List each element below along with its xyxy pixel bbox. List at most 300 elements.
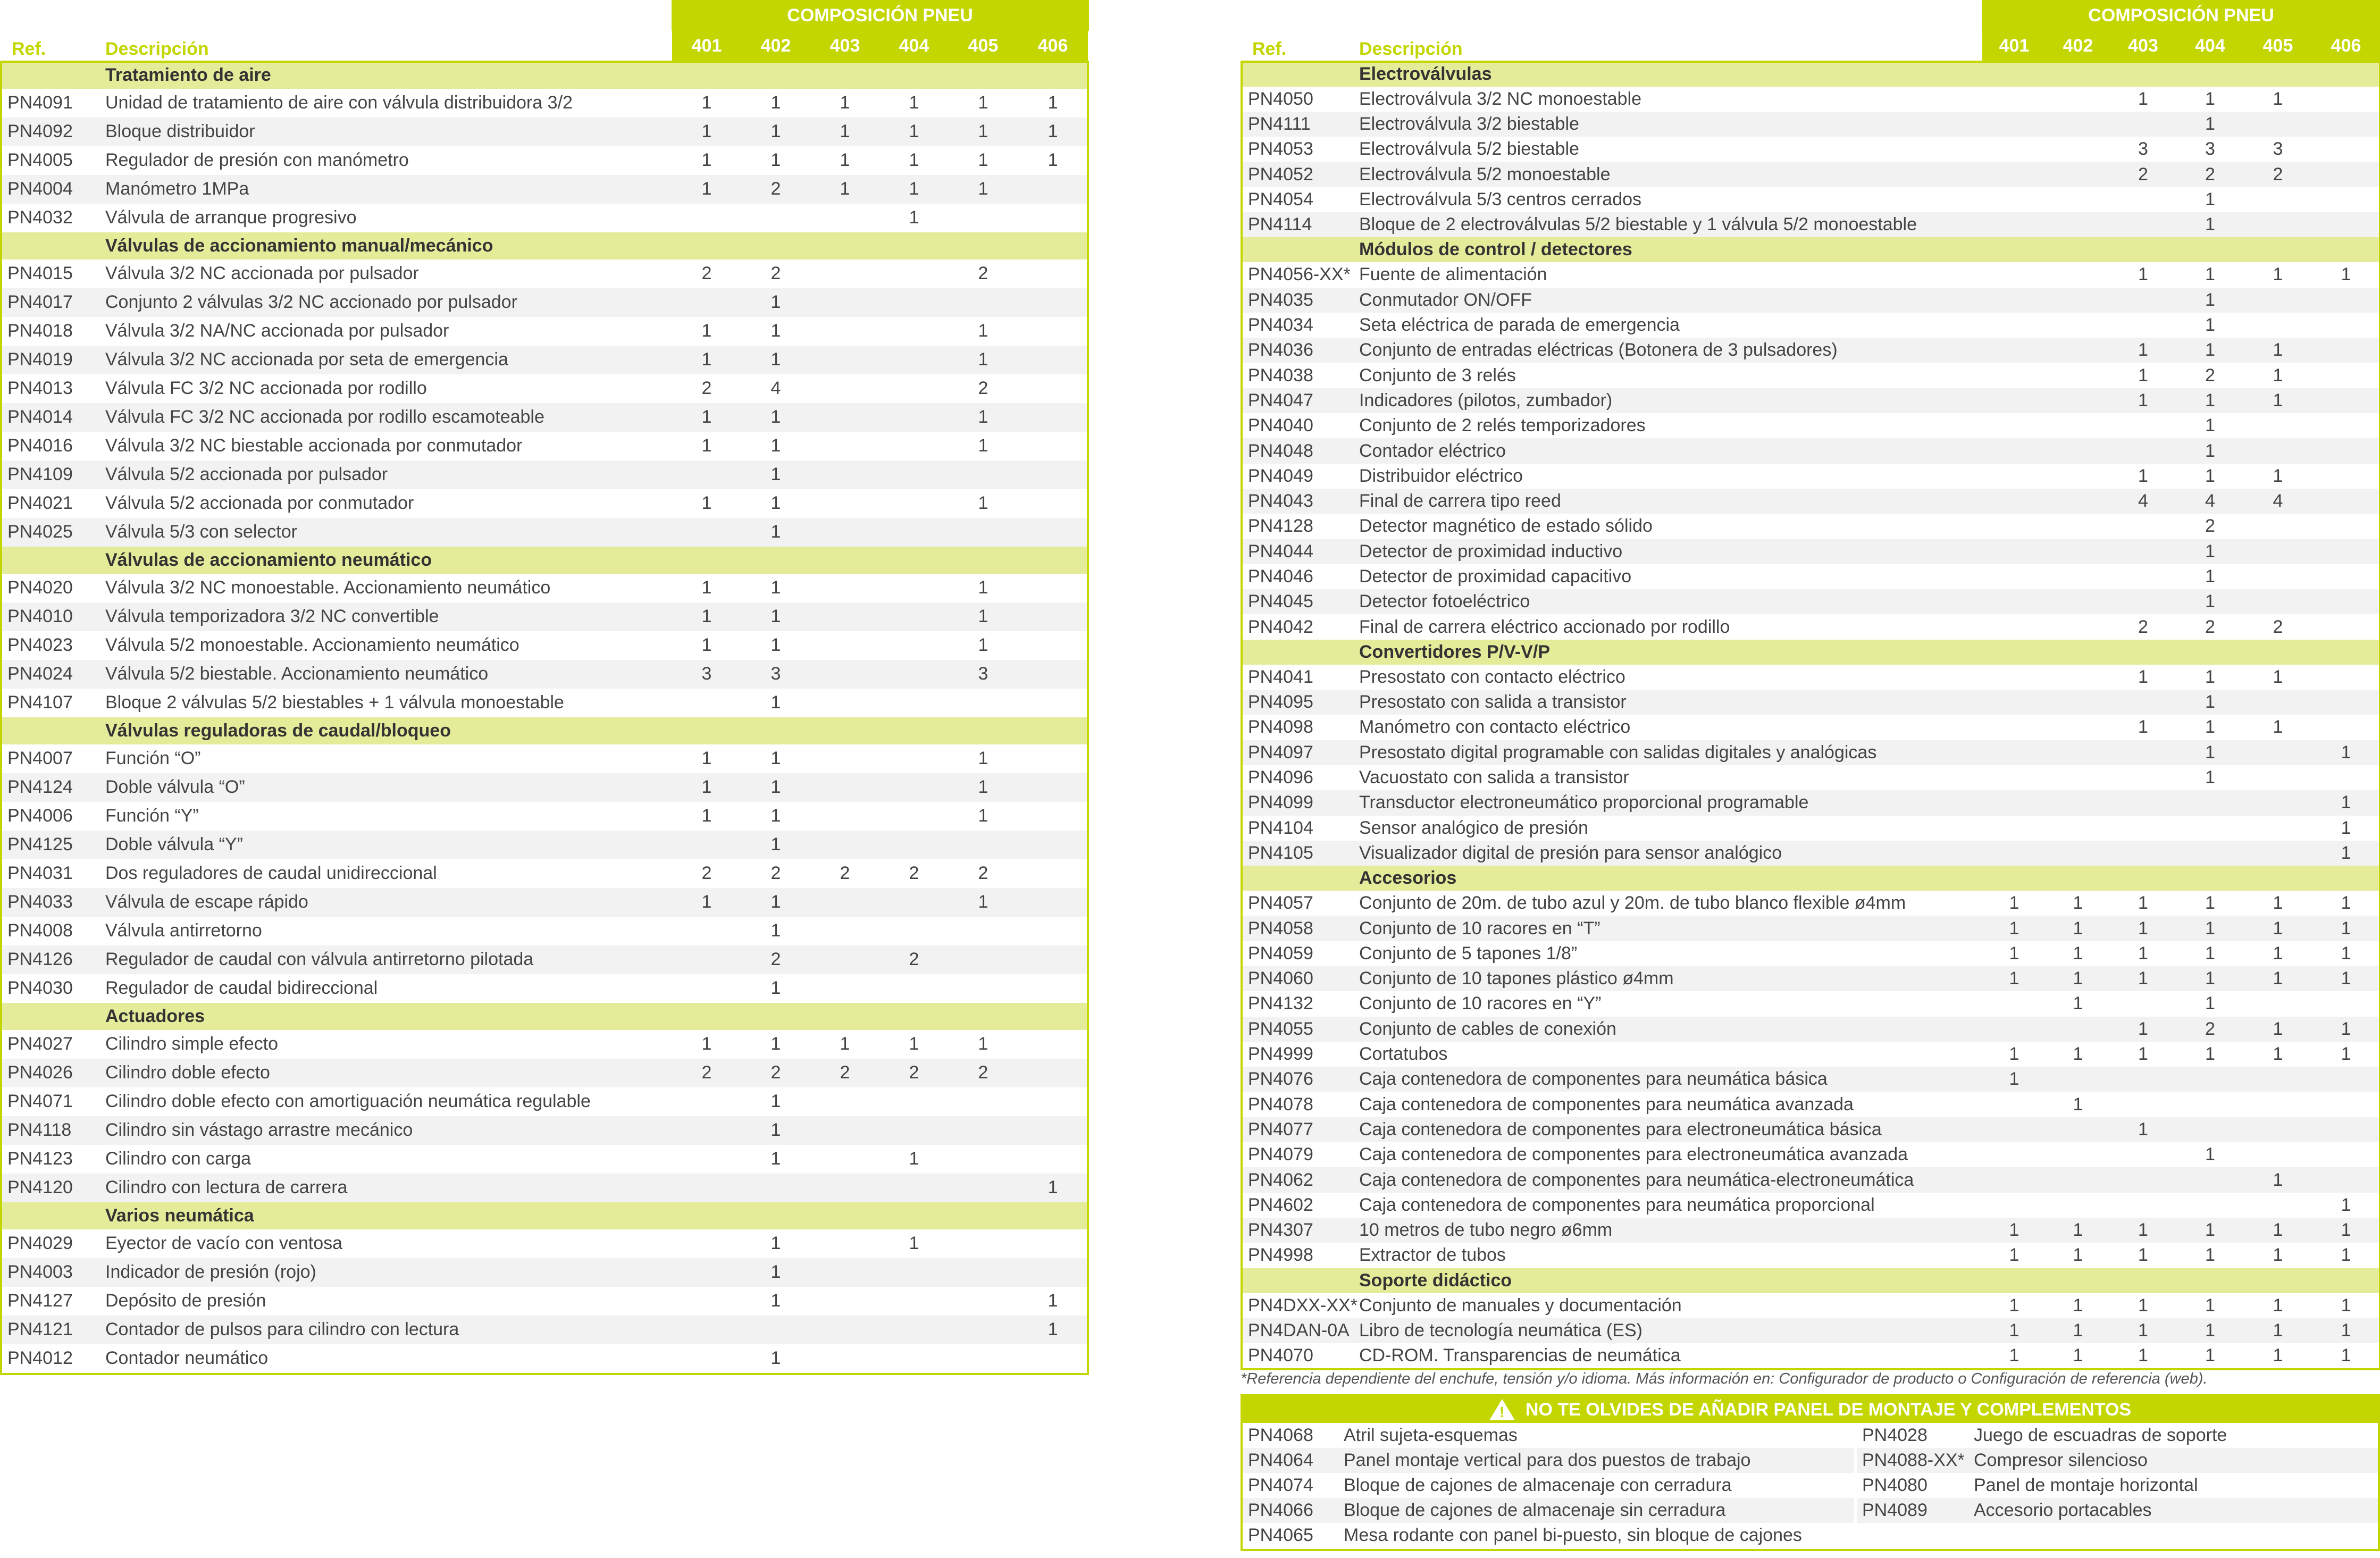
component-ref: PN4062 bbox=[1241, 1167, 1359, 1192]
table-row bbox=[0, 1316, 1088, 1344]
complement-item bbox=[1857, 1448, 2378, 1473]
quantity-cell bbox=[2046, 1193, 2110, 1218]
complement-description: Panel montaje vertical para dos puestos de trabajo bbox=[1344, 1450, 1751, 1470]
quantity-cell bbox=[2046, 288, 2110, 313]
component-ref: PN4027 bbox=[7, 1034, 73, 1054]
quantity-cell: 1 bbox=[1047, 150, 1058, 170]
quantity-cell bbox=[1982, 187, 2046, 212]
quantity-cell: 1 bbox=[741, 1116, 810, 1145]
component-description: Válvula 3/2 NC biestable accionada por conmutador bbox=[105, 435, 523, 456]
component-ref: PN4032 bbox=[7, 207, 73, 228]
quantity-cell bbox=[2312, 464, 2380, 489]
section-header bbox=[1241, 866, 2380, 891]
quantity-cell bbox=[810, 744, 879, 773]
quantity-cell bbox=[2046, 212, 2110, 237]
quantity-cell: 1 bbox=[2009, 1295, 2019, 1316]
table-row bbox=[0, 118, 1088, 146]
table-row bbox=[1241, 539, 2380, 564]
quantity-cell bbox=[672, 518, 741, 547]
quantity-cell: 2 bbox=[741, 1059, 810, 1087]
component-ref: PN4111 bbox=[1241, 112, 1359, 137]
component-description: Válvula 3/2 NC accionada por pulsador bbox=[105, 263, 419, 283]
kit-column-header: 405 bbox=[2244, 30, 2312, 62]
quantity-cell bbox=[2046, 841, 2110, 866]
complement-description: Bloque de cajones de almacenaje sin cerradura bbox=[1344, 1500, 1726, 1520]
quantity-cell bbox=[949, 204, 1018, 232]
quantity-cell bbox=[2312, 539, 2380, 564]
quantity-cell bbox=[2312, 137, 2380, 162]
quantity-cell: 1 bbox=[2312, 1017, 2380, 1042]
section-header bbox=[1241, 640, 2380, 665]
quantity-cell bbox=[879, 1287, 949, 1316]
quantity-cell bbox=[2176, 1117, 2244, 1142]
quantity-cell bbox=[810, 660, 879, 689]
quantity-cell bbox=[810, 974, 879, 1003]
component-ref: PN4004 bbox=[0, 175, 105, 204]
component-description: Contador de pulsos para cilindro con lectura bbox=[105, 1316, 672, 1344]
component-description: Válvula 3/2 NC monoestable. Accionamiento neumático bbox=[105, 577, 551, 598]
component-ref: PN4076 bbox=[1241, 1067, 1359, 1092]
quantity-cell: 1 bbox=[879, 175, 949, 204]
complement-description: Mesa rodante con panel bi-puesto, sin bloque de cajones bbox=[1344, 1525, 1802, 1545]
quantity-cell: 1 bbox=[840, 1034, 850, 1054]
quantity-cell bbox=[2046, 765, 2110, 790]
quantity-cell bbox=[2046, 489, 2110, 514]
table-row bbox=[0, 1145, 1088, 1174]
composition-header: COMPOSICIÓN PNEU bbox=[672, 1, 1088, 30]
quantity-cell bbox=[810, 1116, 879, 1145]
quantity-cell: 2 bbox=[2205, 365, 2215, 386]
quantity-cell bbox=[1982, 715, 2046, 740]
quantity-cell bbox=[1982, 87, 2046, 112]
quantity-cell bbox=[2244, 690, 2312, 715]
quantity-cell: 1 bbox=[701, 635, 712, 655]
quantity-cell: 1 bbox=[2046, 916, 2110, 941]
quantity-cell: 1 bbox=[2073, 993, 2083, 1014]
component-ref: PN4123 bbox=[7, 1149, 73, 1169]
component-description: Detector fotoeléctrico bbox=[1359, 589, 1982, 614]
quantity-cell bbox=[2046, 464, 2110, 489]
section-header bbox=[1241, 237, 2380, 262]
quantity-cell bbox=[741, 204, 810, 232]
table-row bbox=[0, 602, 1088, 631]
quantity-cell bbox=[672, 288, 741, 317]
component-description: Seta eléctrica de parada de emergencia bbox=[1359, 315, 1680, 336]
quantity-cell: 2 bbox=[879, 1059, 949, 1087]
quantity-cell bbox=[2110, 740, 2176, 765]
quantity-cell: 1 bbox=[2312, 966, 2380, 991]
table-row bbox=[1241, 715, 2380, 740]
component-ref: PN4126 bbox=[0, 945, 105, 974]
quantity-cell bbox=[672, 1344, 741, 1373]
complements-box bbox=[1241, 1394, 2380, 1551]
quantity-cell: 1 bbox=[770, 1291, 781, 1311]
section-header bbox=[0, 1202, 1088, 1229]
quantity-cell: 3 bbox=[949, 660, 1018, 689]
quantity-cell: 1 bbox=[770, 806, 781, 826]
quantity-cell bbox=[810, 317, 879, 346]
quantity-cell: 1 bbox=[2341, 1345, 2351, 1366]
component-ref: PN4019 bbox=[0, 346, 105, 374]
header-row-composition bbox=[0, 1, 1088, 30]
component-description: Electroválvula 3/2 NC monoestable bbox=[1359, 88, 1642, 109]
component-description: Cilindro simple efecto bbox=[105, 1034, 279, 1054]
complements-header bbox=[1243, 1396, 2378, 1423]
quantity-cell: 1 bbox=[2073, 943, 2083, 964]
quantity-cell bbox=[2046, 438, 2110, 463]
quantity-cell: 1 bbox=[2138, 1345, 2148, 1366]
quantity-cell bbox=[810, 403, 879, 432]
quantity-cell: 1 bbox=[2341, 1245, 2351, 1266]
component-description: Válvula 5/3 con selector bbox=[105, 518, 672, 547]
quantity-cell: 1 bbox=[879, 118, 949, 146]
quantity-cell bbox=[949, 1344, 1018, 1373]
quantity-cell: 2 bbox=[2176, 1017, 2244, 1042]
quantity-cell: 2 bbox=[2138, 616, 2148, 637]
quantity-cell bbox=[2046, 112, 2110, 137]
component-description: Válvula 3/2 NC accionada por seta de emergencia bbox=[105, 346, 672, 374]
component-ref: PN4025 bbox=[0, 518, 105, 547]
component-description: Conjunto de 10 tapones plástico ø4mm bbox=[1359, 966, 1982, 991]
quantity-cell bbox=[2312, 363, 2380, 388]
component-ref: PN4047 bbox=[1241, 388, 1359, 413]
table-row bbox=[0, 888, 1088, 917]
quantity-cell bbox=[879, 288, 949, 317]
quantity-cell: 1 bbox=[909, 150, 919, 170]
quantity-cell: 1 bbox=[741, 346, 810, 374]
quantity-cell bbox=[1982, 1142, 2046, 1167]
component-description: Final de carrera tipo reed bbox=[1359, 489, 1982, 514]
component-description: Conjunto de entradas eléctricas (Botonera de 3 pulsadores) bbox=[1359, 338, 1982, 363]
component-description: Dos reguladores de caudal unidireccional bbox=[105, 863, 437, 883]
table-row bbox=[1241, 665, 2380, 690]
component-description: Vacuostato con salida a transistor bbox=[1359, 767, 1629, 788]
component-ref: PN4057 bbox=[1248, 893, 1313, 914]
component-description: Válvula de escape rápido bbox=[105, 888, 672, 917]
quantity-cell: 1 bbox=[2341, 1194, 2351, 1215]
section-header bbox=[1241, 1268, 2380, 1293]
quantity-cell: 1 bbox=[2244, 916, 2312, 941]
quantity-cell: 1 bbox=[2244, 338, 2312, 363]
quantity-cell bbox=[810, 1316, 879, 1344]
quantity-cell bbox=[810, 1229, 879, 1258]
quantity-cell bbox=[879, 1174, 949, 1202]
quantity-cell bbox=[1018, 489, 1088, 518]
quantity-cell: 1 bbox=[770, 1233, 781, 1253]
component-description: Contador eléctrico bbox=[1359, 438, 1982, 463]
quantity-cell: 1 bbox=[2009, 1044, 2019, 1065]
component-ref: PN4043 bbox=[1241, 489, 1359, 514]
quantity-cell bbox=[2110, 413, 2176, 438]
quantity-cell: 1 bbox=[2138, 1245, 2148, 1266]
section-title: Tratamiento de aire bbox=[105, 62, 1088, 89]
table-row bbox=[1241, 564, 2380, 589]
quantity-cell: 1 bbox=[2312, 1318, 2380, 1343]
component-ref: PN4DAN-0A bbox=[1241, 1318, 1359, 1343]
quantity-cell: 1 bbox=[2205, 666, 2215, 687]
quantity-cell bbox=[949, 945, 1018, 974]
quantity-cell: 1 bbox=[2009, 943, 2019, 964]
quantity-cell bbox=[2176, 790, 2244, 815]
quantity-cell bbox=[2046, 690, 2110, 715]
quantity-cell bbox=[810, 917, 879, 945]
quantity-cell: 1 bbox=[701, 435, 712, 456]
quantity-cell bbox=[1018, 945, 1088, 974]
table-row bbox=[1241, 514, 2380, 539]
component-description: Cilindro con lectura de carrera bbox=[105, 1174, 672, 1202]
quantity-cell bbox=[2312, 514, 2380, 539]
quantity-cell bbox=[1982, 162, 2046, 187]
quantity-cell: 1 bbox=[978, 635, 988, 655]
quantity-cell: 1 bbox=[2273, 1245, 2283, 1266]
quantity-cell: 1 bbox=[949, 888, 1018, 917]
quantity-cell bbox=[2046, 137, 2110, 162]
quantity-cell: 1 bbox=[978, 1034, 988, 1054]
complement-item bbox=[1243, 1498, 1854, 1523]
quantity-cell bbox=[1982, 438, 2046, 463]
quantity-cell: 2 bbox=[2273, 616, 2283, 637]
component-ref: PN4077 bbox=[1241, 1117, 1359, 1142]
quantity-cell bbox=[2110, 765, 2176, 790]
quantity-cell bbox=[810, 204, 879, 232]
component-ref: PN4024 bbox=[0, 660, 105, 689]
quantity-cell bbox=[672, 831, 741, 859]
component-ref: PN4026 bbox=[0, 1059, 105, 1087]
quantity-cell: 1 bbox=[1982, 1067, 2046, 1092]
table-row bbox=[1241, 1193, 2380, 1218]
quantity-cell: 1 bbox=[810, 118, 879, 146]
quantity-cell bbox=[672, 974, 741, 1003]
quantity-cell: 1 bbox=[2138, 943, 2148, 964]
quantity-cell: 2 bbox=[978, 378, 988, 398]
component-description: Detector magnético de estado sólido bbox=[1359, 516, 1653, 537]
table-row bbox=[1241, 1318, 2380, 1343]
quantity-cell: 1 bbox=[701, 150, 712, 170]
component-description: Fuente de alimentación bbox=[1359, 264, 1547, 285]
component-description: Función “Y” bbox=[105, 806, 199, 826]
quantity-cell bbox=[672, 204, 741, 232]
quantity-cell bbox=[2312, 162, 2380, 187]
component-ref: PN4049 bbox=[1248, 465, 1313, 486]
quantity-cell bbox=[2110, 589, 2176, 614]
quantity-cell bbox=[2110, 841, 2176, 866]
quantity-cell bbox=[672, 460, 741, 489]
header-spacer bbox=[105, 1, 672, 30]
quantity-cell: 1 bbox=[770, 1149, 781, 1169]
section-title: Soporte didáctico bbox=[1359, 1268, 2380, 1293]
component-description: Válvula 5/2 accionada por conmutador bbox=[105, 493, 414, 513]
component-description: Indicadores (pilotos, zumbador) bbox=[1359, 388, 1982, 413]
quantity-cell bbox=[1018, 831, 1088, 859]
quantity-cell bbox=[1018, 204, 1088, 232]
quantity-cell: 1 bbox=[2009, 1345, 2019, 1366]
quantity-cell: 1 bbox=[978, 150, 988, 170]
quantity-cell bbox=[1982, 262, 2046, 287]
quantity-cell bbox=[810, 945, 879, 974]
component-description: Electroválvula 5/2 monoestable bbox=[1359, 162, 1982, 187]
left-table-panel bbox=[0, 0, 1088, 1373]
quantity-cell: 1 bbox=[2205, 315, 2215, 336]
quantity-cell bbox=[1018, 660, 1088, 689]
component-description: Conjunto de 3 relés bbox=[1359, 365, 1516, 386]
quantity-cell bbox=[2046, 614, 2110, 639]
quantity-cell bbox=[810, 1174, 879, 1202]
table-row bbox=[1241, 187, 2380, 212]
warning-icon: ! bbox=[1489, 1399, 1515, 1420]
section-header bbox=[0, 717, 1088, 744]
quantity-cell bbox=[879, 974, 949, 1003]
component-description: Conjunto 2 válvulas 3/2 NC accionado por pulsador bbox=[105, 288, 672, 317]
table-row bbox=[1241, 87, 2380, 112]
quantity-cell bbox=[1982, 212, 2046, 237]
component-description: Válvula temporizadora 3/2 NC convertible bbox=[105, 602, 672, 631]
component-description: Conjunto de 20m. de tubo azul y 20m. de tubo blanco flexible ø4mm bbox=[1359, 893, 1906, 914]
quantity-cell bbox=[879, 574, 949, 602]
section-spacer bbox=[1241, 62, 1359, 87]
quantity-cell bbox=[879, 489, 949, 518]
quantity-cell bbox=[2110, 1167, 2176, 1192]
quantity-cell: 1 bbox=[1018, 1316, 1088, 1344]
quantity-cell: 1 bbox=[949, 118, 1018, 146]
table-row bbox=[1241, 413, 2380, 438]
quantity-cell: 1 bbox=[741, 403, 810, 432]
component-description: Conmutador ON/OFF bbox=[1359, 288, 1982, 313]
quantity-cell: 1 bbox=[2244, 966, 2312, 991]
quantity-cell bbox=[2312, 413, 2380, 438]
quantity-cell bbox=[879, 660, 949, 689]
quantity-cell: 1 bbox=[1047, 1291, 1058, 1311]
quantity-cell bbox=[1018, 689, 1088, 717]
section-spacer bbox=[0, 1003, 105, 1030]
table-row bbox=[1241, 765, 2380, 790]
quantity-cell bbox=[2312, 489, 2380, 514]
quantity-cell bbox=[672, 1145, 741, 1174]
quantity-cell bbox=[2244, 288, 2312, 313]
table-row bbox=[1241, 1117, 2380, 1142]
quantity-cell bbox=[810, 1344, 879, 1373]
quantity-cell: 1 bbox=[770, 1034, 781, 1054]
component-ref: PN4095 bbox=[1241, 690, 1359, 715]
quantity-cell: 1 bbox=[2176, 288, 2244, 313]
table-row bbox=[1241, 1243, 2380, 1268]
quantity-cell bbox=[1018, 403, 1088, 432]
quantity-cell bbox=[810, 489, 879, 518]
quantity-cell bbox=[1982, 363, 2046, 388]
table-row bbox=[0, 1116, 1088, 1145]
quantity-cell: 1 bbox=[741, 1258, 810, 1287]
table-row bbox=[0, 204, 1088, 232]
table-row bbox=[1241, 891, 2380, 916]
quantity-cell: 1 bbox=[2341, 893, 2351, 914]
quantity-cell: 1 bbox=[2176, 690, 2244, 715]
component-ref: PN4DXX-XX* bbox=[1248, 1295, 1357, 1316]
quantity-cell bbox=[2046, 1117, 2110, 1142]
component-description: Caja contenedora de componentes para neumática-electroneumática bbox=[1359, 1167, 1982, 1192]
complement-item bbox=[1857, 1473, 2378, 1498]
quantity-cell: 4 bbox=[2244, 489, 2312, 514]
component-ref: PN4054 bbox=[1248, 189, 1313, 210]
quantity-cell bbox=[949, 1145, 1018, 1174]
component-ref: PN4017 bbox=[0, 288, 105, 317]
quantity-cell: 1 bbox=[741, 773, 810, 802]
quantity-cell: 1 bbox=[2110, 388, 2176, 413]
quantity-cell bbox=[810, 1087, 879, 1116]
quantity-cell bbox=[949, 1174, 1018, 1202]
quantity-cell bbox=[810, 773, 879, 802]
quantity-cell bbox=[879, 631, 949, 660]
quantity-cell: 1 bbox=[978, 93, 988, 113]
quantity-cell bbox=[2046, 665, 2110, 690]
quantity-cell bbox=[1018, 460, 1088, 489]
quantity-cell bbox=[2110, 112, 2176, 137]
quantity-cell: 1 bbox=[2312, 916, 2380, 941]
component-ref: PN4125 bbox=[0, 831, 105, 859]
table-row bbox=[1241, 212, 2380, 237]
complement-item bbox=[1857, 1423, 2378, 1448]
complement-ref: PN4065 bbox=[1248, 1525, 1313, 1545]
quantity-cell: 1 bbox=[909, 93, 919, 113]
component-ref: PN4033 bbox=[0, 888, 105, 917]
quantity-cell bbox=[1982, 288, 2046, 313]
component-description: Transductor electroneumático proporcional programable bbox=[1359, 790, 1982, 815]
quantity-cell bbox=[879, 1258, 949, 1287]
right-table-panel bbox=[1241, 0, 2380, 1368]
component-description: Presostato con contacto eléctrico bbox=[1359, 666, 1625, 687]
quantity-cell bbox=[2312, 313, 2380, 338]
component-ref: PN4052 bbox=[1241, 162, 1359, 187]
quantity-cell: 1 bbox=[2341, 817, 2351, 838]
complement-ref: PN4066 bbox=[1248, 1500, 1313, 1520]
component-ref: PN4042 bbox=[1248, 616, 1313, 637]
ref-column-header: Ref. bbox=[12, 38, 46, 59]
quantity-cell bbox=[2046, 313, 2110, 338]
quantity-cell: 2 bbox=[2205, 516, 2215, 537]
table-row bbox=[1241, 991, 2380, 1016]
complement-description: Compresor silencioso bbox=[1974, 1450, 2148, 1470]
quantity-cell bbox=[2312, 665, 2380, 690]
quantity-cell: 1 bbox=[949, 773, 1018, 802]
quantity-cell: 1 bbox=[2273, 365, 2283, 386]
component-description: Caja contenedora de componentes para electroneumática básica bbox=[1359, 1117, 1982, 1142]
component-description: Visualizador digital de presión para sensor analógico bbox=[1359, 841, 1982, 866]
complement-ref: PN4089 bbox=[1862, 1500, 1928, 1520]
quantity-cell: 1 bbox=[770, 1348, 781, 1368]
quantity-cell bbox=[879, 744, 949, 773]
quantity-cell: 2 bbox=[2205, 616, 2215, 637]
complement-ref: PN4064 bbox=[1248, 1450, 1313, 1470]
quantity-cell bbox=[2312, 338, 2380, 363]
section-title: Válvulas reguladoras de caudal/bloqueo bbox=[105, 717, 1088, 744]
quantity-cell bbox=[2312, 1167, 2380, 1192]
quantity-cell bbox=[810, 374, 879, 403]
table-row bbox=[0, 259, 1088, 288]
section-title: Convertidores P/V-V/P bbox=[1359, 640, 2380, 665]
quantity-cell bbox=[2176, 1067, 2244, 1092]
section-header bbox=[0, 62, 1088, 89]
quantity-cell: 1 bbox=[770, 435, 781, 456]
table-row bbox=[1241, 740, 2380, 765]
quantity-cell: 1 bbox=[978, 435, 988, 456]
quantity-cell bbox=[879, 602, 949, 631]
quantity-cell bbox=[1018, 574, 1088, 602]
component-ref: PN4121 bbox=[0, 1316, 105, 1344]
quantity-cell: 1 bbox=[2176, 1318, 2244, 1343]
quantity-cell: 1 bbox=[978, 577, 988, 598]
quantity-cell bbox=[879, 460, 949, 489]
component-description: Cilindro con carga bbox=[105, 1149, 252, 1169]
component-description: Manómetro 1MPa bbox=[105, 175, 672, 204]
left-components-table bbox=[0, 0, 1089, 1373]
